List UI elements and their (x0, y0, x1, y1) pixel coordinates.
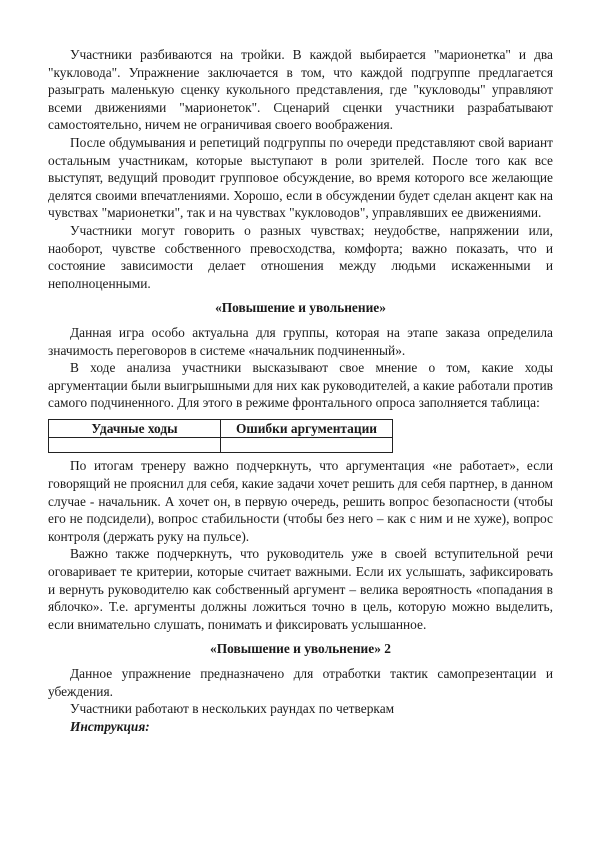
instruction-label: Инструкция: (70, 718, 150, 734)
paragraph: После обдумывания и репетиций подгруппы по очереди представляют свой вариант остальным участникам, которые выступают в роли зрителей. После того как все выступят, ведущий проводит групповое обсуждение, во время которого все желающие делятся своими впечатлениями. Хорошо, если в обсуждении будет сделан акцент как на чувствах "марионетки", так и на чувствах "кукловодов", управлявших ее движениями. (48, 134, 553, 221)
table-cell (221, 438, 393, 453)
table-header-cell: Ошибки аргументации (221, 419, 393, 438)
paragraph: Важно также подчеркнуть, что руководитель уже в своей вступительной речи оговаривает те критерии, которые считает важными. Если их услышать, зафиксировать и вернуть руководителю как собственный аргумент – велика вероятность «попадания в яблочко». Т.е. аргументы должны ложиться точно в цель, которую можно выделить, если внимательно слушать, понимать и фиксировать услышанное. (48, 546, 553, 632)
section-heading: «Повышение и увольнение» 2 (210, 641, 391, 657)
table-row (49, 438, 393, 453)
paragraph: Участники могут говорить о разных чувствах; неудобстве, напряжении или, наоборот, чувстве собственного превосходства, комфорта; важно показать, что и состояние зависимости делает отношения между людьми искаженными и неполноценными. (48, 222, 553, 291)
paragraph: Данная игра особо актуальна для группы, которая на этапе заказа определила значимость переговоров в системе «начальник подчиненный». (48, 324, 553, 358)
paragraph: Участники работают в нескольких раундах по четверкам (70, 701, 395, 717)
table-header-row (49, 419, 393, 438)
document-page (48, 46, 553, 735)
paragraph: Данное упражнение предназначено для отработки тактик самопрезентации и убеждения. (48, 666, 553, 699)
table-header-cell: Удачные ходы (49, 419, 221, 438)
arguments-table (48, 419, 393, 454)
paragraph: По итогам тренеру важно подчеркнуть, что аргументация «не работает», если говорящий не прояснил для себя, какие задачи хочет решить для себя партнер, в данном случае - начальник. А хочет он, в первую очередь, решить вопрос безопасности (чтобы его не подсидели), вопрос стабильности (чтобы без него – как с ним и не хуже), вопрос контроля (держать руку на пульсе). (48, 458, 553, 544)
table-cell (49, 438, 221, 453)
paragraph: Участники разбиваются на тройки. В каждой выбирается "марионетка" и два "кукловода". Упражнение заключается в том, что каждой подгруппе предлагается разыграть маленькую сценку кукольного представления, где "кукловоды" управляют всеми движениями "марионеток". Сценарий сценки участники разрабатывают самостоятельно, ничем не ограничивая своего воображения. (48, 47, 553, 133)
section-heading: «Повышение и увольнение» (215, 300, 386, 316)
paragraph: В ходе анализа участники высказывают свое мнение о том, какие ходы аргументации были выигрышными для них как руководителей, а какие работали против самого подчиненного. Для этого в режиме фронтального опроса заполняется таблица: (48, 360, 553, 411)
